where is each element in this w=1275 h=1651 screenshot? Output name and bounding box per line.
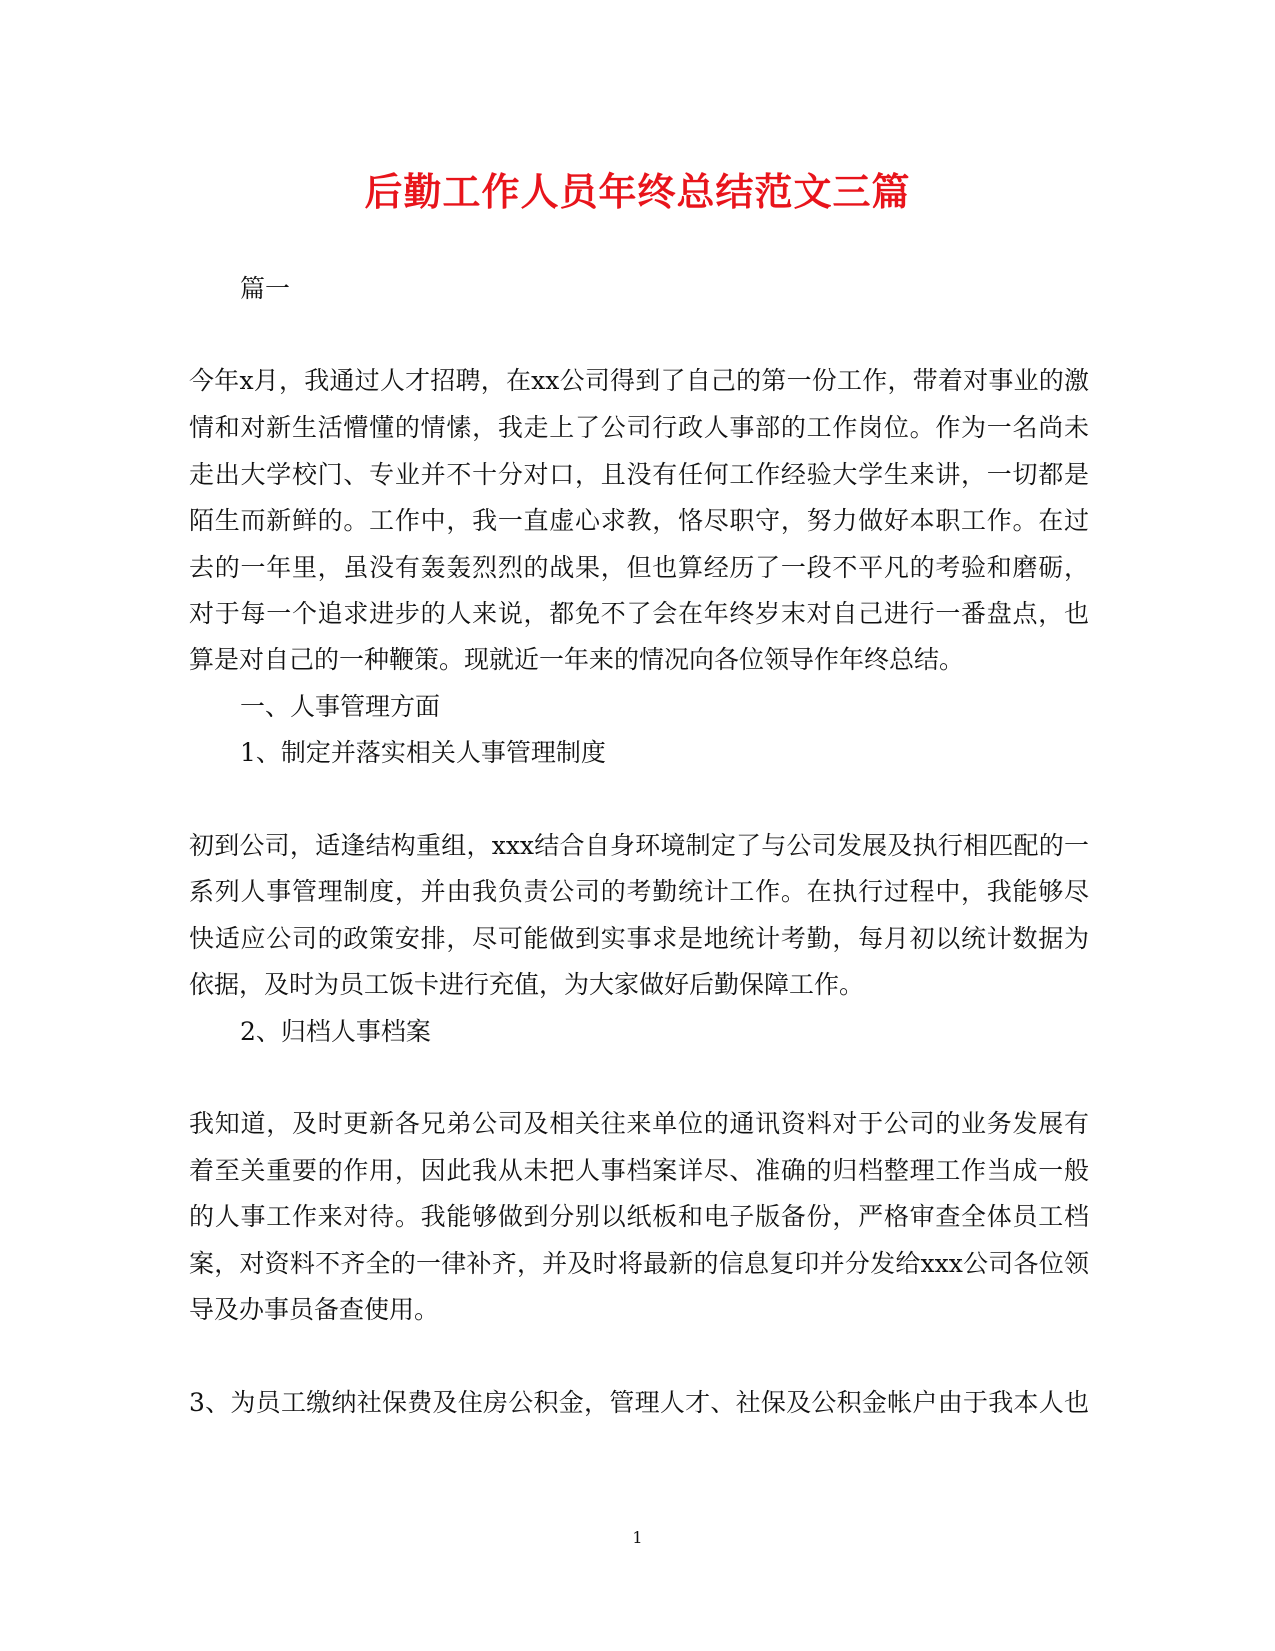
page-number: 1 (632, 1528, 643, 1547)
paragraph-line: 走出大学校门、专业并不十分对口，且没有任何工作经验大学生来讲，一切都是 (189, 460, 1089, 489)
document-title: 后勤工作人员年终总结范文三篇 (364, 169, 911, 214)
paragraph-line: 我知道，及时更新各兄弟公司及相关往来单位的通讯资料对于公司的业务发展有 (189, 1109, 1089, 1138)
paragraph-line: 系列人事管理制度，并由我负责公司的考勤统计工作。在执行过程中，我能够尽 (189, 877, 1089, 906)
section-heading: 一、人事管理方面 (240, 692, 441, 721)
paragraph-line: 陌生而新鲜的。工作中，我一直虚心求教，恪尽职守，努力做好本职工作。在过 (189, 506, 1089, 535)
section-label: 篇一 (240, 274, 291, 303)
paragraph-line: 初到公司，适逢结构重组，xxx结合自身环境制定了与公司发展及执行相匹配的一 (189, 831, 1089, 860)
paragraph-line: 案，对资料不齐全的一律补齐，并及时将最新的信息复印并分发给xxx公司各位领 (189, 1249, 1089, 1278)
paragraph-line: 依据，及时为员工饭卡进行充值，为大家做好后勤保障工作。 (189, 970, 865, 999)
paragraph-line: 算是对自己的一种鞭策。现就近一年来的情况向各位领导作年终总结。 (189, 645, 965, 674)
paragraph-line: 快适应公司的政策安排，尽可能做到实事求是地统计考勤，每月初以统计数据为 (189, 924, 1089, 953)
paragraph-line: 去的一年里，虽没有轰轰烈烈的战果，但也算经历了一段不平凡的考验和磨砺， (189, 553, 1089, 582)
paragraph-line: 导及办事员备查使用。 (189, 1295, 440, 1324)
paragraph-line: 3、为员工缴纳社保费及住房公积金，管理人才、社保及公积金帐户由于我本人也 (189, 1388, 1089, 1417)
paragraph-line: 的人事工作来对待。我能够做到分别以纸板和电子版备份，严格审查全体员工档 (189, 1202, 1089, 1231)
subsection-heading: 1、制定并落实相关人事管理制度 (240, 738, 606, 767)
paragraph-line: 对于每一个追求进步的人来说，都免不了会在年终岁末对自己进行一番盘点，也 (189, 599, 1089, 628)
subsection-heading: 2、归档人事档案 (240, 1017, 431, 1046)
paragraph-line: 今年x月，我通过人才招聘，在xx公司得到了自己的第一份工作，带着对事业的激 (189, 366, 1089, 395)
paragraph-line: 着至关重要的作用，因此我从未把人事档案详尽、准确的归档整理工作当成一般 (189, 1156, 1089, 1185)
paragraph-line: 情和对新生活懵懂的情愫，我走上了公司行政人事部的工作岗位。作为一名尚未 (189, 413, 1089, 442)
